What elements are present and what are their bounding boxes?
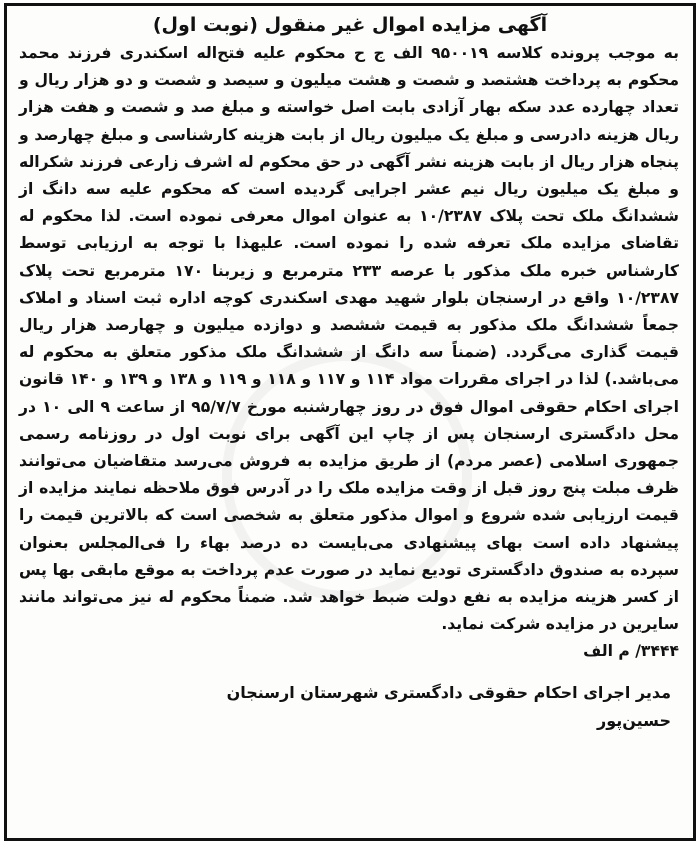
notice-body: به موجب پرونده کلاسه ۹۵۰۰۱۹ الف ج ح محکوم علیه فتح‌اله اسکندری فرزند محمد محکوم به پرداخت هشتصد و شصت و هشت میلیون و سیصد و شصت و دو هزار ریال و تعداد چهارده عدد سکه بهار آزادی بابت اصل خواسته و مبلغ صد و شصت و هفت هزار ریال هزینه دادرسی و مبلغ یک میلیون ریال از بابت هزینه کارشناسی و مبلغ چهارصد و پنجاه هزار ریال از بابت هزینه نشر آگهی در حق محکوم له اشرف زارعی فرزند شکراله و مبلغ یک میلیون ریال نیم عشر اجرایی گردیده است که محکوم علیه سه دانگ از ششدانگ ملک تحت پلاک ۱۰/۲۳۸۷ به عنوان اموال معرفی نموده است. لذا محکوم له تقاضای مزایده ملک تعرفه شده را نموده است. علیهذا با توجه به ارزیابی توسط کارشناس خبره ملک مذکور با عرصه ۲۳۳ مترمربع و زیربنا ۱۷۰ مترمربع تحت پلاک ۱۰/۲۳۸۷ واقع در ارسنجان بلوار شهید مهدی اسکندری کوچه اداره ثبت اسناد و املاک جمعاً ششدانگ ملک مذکور به قیمت ششصد و دوازده میلیون و چهارصد هزار ریال قیمت گذاری می‌گردد. (ضمناً سه دانگ از ششدانگ ملک مذکور متعلق به محکوم له می‌باشد.) لذا در اجرای مقررات مواد ۱۱۴ و ۱۱۷ و ۱۱۸ و ۱۱۹ و ۱۳۸ و ۱۳۹ و ۱۴۰ قانون اجرای احکام حقوقی اموال فوق در روز چهارشنبه مورخ ۹۵/۷/۷ از ساعت ۹ الی ۱۰ در محل دادگستری ارسنجان پس از چاپ این آگهی برای نوبت اول در روزنامه رسمی جمهوری اسلامی (عصر مردم) از طریق مزایده به فروش می‌رسد متقاضیان می‌توانند ظرف مبلت پنج روز قبل از وقت مزایده ملک را در آدرس فوق ملاحظه نمایند مزایده از قیمت ارزیابی شده شروع و اموال مذکور متعلق به شخصی است که بالاترین قیمت را پیشنهاد داده است بهای پیشنهادی می‌بایست ده درصد بهاء را فی‌المجلس بعنوان سپرده به صندوق دادگستری تودیع نماید در صورت عدم پرداخت به موقع مابقی بها پس از کسر هزینه مزایده به نفع دولت ضبط خواهد شد. ضمناً محکوم له نیز می‌تواند مانند سایرین در مزایده شرکت نماید. xyxy=(19,44,679,634)
signature-block xyxy=(7,679,693,735)
signature-title: مدیر اجرای احکام حقوقی دادگستری شهرستان ارسنجان xyxy=(226,683,671,703)
auction-notice xyxy=(4,3,696,841)
notice-title: آگهی مزایده اموال غیر منقول (نوبت اول) xyxy=(152,14,548,36)
notice-reference-number: ۳۴۴۴/ م الف xyxy=(583,642,679,661)
signature-name: حسین‌پور xyxy=(597,711,671,731)
